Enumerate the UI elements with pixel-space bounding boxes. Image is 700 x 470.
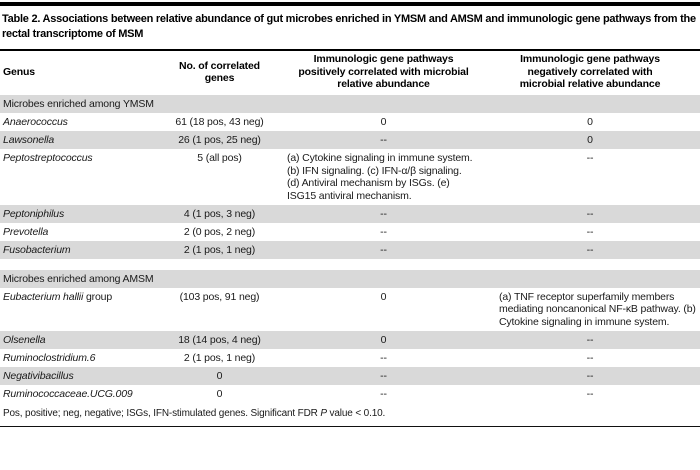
table-row: [0, 331, 700, 349]
negative-pathways-cell: --: [586, 351, 594, 364]
negative-pathways-cell: --: [586, 369, 594, 382]
genus-cell: [0, 131, 152, 149]
correlated-genes-cell: (103 pos, 91 neg): [179, 290, 260, 303]
positive-pathways-cell: 0: [380, 116, 387, 128]
table-title: Table 2. Associations between relative abundance of gut microbes enriched in YMSM and AMSM and immunologic gene pathways from the rectal transcriptome of MSM: [2, 13, 696, 40]
correlated-genes-cell: 2 (1 pos, 1 neg): [183, 351, 256, 364]
table-body: [0, 95, 700, 403]
table-row: [0, 288, 700, 331]
positive-pathways-cell: 0: [380, 333, 387, 346]
section-header-label: Microbes enriched among AMSM: [3, 272, 154, 285]
column-header-positive-pathways: [287, 53, 480, 91]
table-row: [0, 241, 700, 259]
genus-name: Prevotella: [3, 225, 49, 238]
genus-cell: [0, 367, 152, 385]
genus-name: Fusobacterium: [3, 243, 71, 256]
genus-name: Anaerococcus: [3, 116, 68, 128]
genus-cell: [0, 223, 152, 241]
column-header-genes-label: No. of correlated genes: [179, 59, 260, 84]
correlated-genes-cell: 0: [216, 369, 223, 382]
genus-name: Ruminococcaceae.UCG.009: [3, 387, 133, 400]
footnote-text: Pos, positive; neg, negative; ISGs, IFN-stimulated genes. Significant FDR: [3, 407, 321, 419]
table-row: [0, 385, 700, 403]
correlated-genes-cell: 61 (18 pos, 43 neg): [175, 116, 264, 128]
correlated-genes-cell: 4 (1 pos, 3 neg): [183, 207, 256, 220]
genus-cell: [0, 149, 152, 205]
positive-pathways-cell: (a) Cytokine signaling in immune system. (b) IFN signaling. (c) IFN-α/β signaling. (d) Antiviral mechanism by ISGs. (e) ISG15 antiviral mechanism.: [287, 152, 473, 202]
positive-pathways-cell: 0: [380, 290, 387, 303]
column-header-positive-pathways-label: Immunologic gene pathways positively correlated with microbial relative abundance: [298, 53, 469, 91]
column-header-negative-pathways: [480, 53, 700, 91]
positive-pathways-cell: --: [380, 207, 387, 220]
genus-name: Peptoniphilus: [3, 207, 65, 220]
column-header-row: [0, 51, 700, 93]
genus-cell: [0, 349, 152, 367]
positive-pathways-cell: --: [380, 369, 387, 382]
footnote-p-italic: P: [320, 407, 327, 419]
positive-pathways-cell: --: [380, 387, 387, 400]
genus-name: Negativibacillus: [3, 369, 74, 382]
genus-name: Eubacterium hallii: [3, 290, 84, 303]
genus-cell: [0, 241, 152, 259]
section-header-label: Microbes enriched among YMSM: [3, 98, 154, 110]
negative-pathways-cell: 0: [587, 116, 593, 128]
negative-pathways-cell: --: [586, 333, 594, 346]
genus-name: Olsenella: [3, 333, 46, 346]
section-header-row: [0, 270, 700, 288]
genus-name-suffix: group: [83, 290, 113, 303]
table-row: [0, 205, 700, 223]
table-row: [0, 349, 700, 367]
correlated-genes-cell: 2 (1 pos, 1 neg): [183, 243, 256, 256]
negative-pathways-cell: (a) TNF receptor superfamily members mediating noncanonical NF-κB pathway. (b) Cytokine signaling in immune system.: [499, 290, 696, 328]
table-row: [0, 223, 700, 241]
table-row: [0, 149, 700, 205]
positive-pathways-cell: --: [380, 243, 387, 256]
positive-pathways-cell: --: [380, 225, 387, 238]
genus-name: Ruminoclostridium.6: [3, 351, 96, 364]
negative-pathways-cell: --: [586, 207, 594, 220]
negative-pathways-cell: 0: [587, 134, 593, 146]
genus-cell: [0, 205, 152, 223]
table-title-block: [0, 6, 700, 51]
paper-table-figure: [0, 2, 700, 470]
correlated-genes-cell: 0: [216, 387, 223, 400]
table-row: [0, 131, 700, 149]
genus-cell: [0, 288, 152, 331]
genus-name: Lawsonella: [3, 134, 55, 146]
correlated-genes-cell: 26 (1 pos, 25 neg): [178, 134, 261, 146]
table-row: [0, 113, 700, 131]
section-header-row: [0, 95, 700, 113]
table-row: [0, 367, 700, 385]
footnote-text-end: value < 0.10.: [326, 407, 386, 419]
positive-pathways-cell: --: [380, 351, 387, 364]
negative-pathways-cell: --: [586, 243, 594, 256]
column-header-genes: [152, 60, 287, 85]
negative-pathways-cell: --: [586, 152, 594, 164]
correlated-genes-cell: 5 (all pos): [197, 152, 242, 164]
positive-pathways-cell: --: [380, 134, 387, 146]
correlated-genes-cell: 18 (14 pos, 4 neg): [178, 333, 261, 346]
genus-name: Peptostreptococcus: [3, 152, 93, 164]
section-spacer: [0, 259, 700, 270]
negative-pathways-cell: --: [586, 387, 594, 400]
column-header-negative-pathways-label: Immunologic gene pathways negatively correlated with microbial relative abundance: [519, 53, 661, 91]
genus-cell: [0, 385, 152, 403]
column-header-genus: Genus: [3, 65, 35, 78]
negative-pathways-cell: --: [586, 225, 594, 238]
correlated-genes-cell: 2 (0 pos, 2 neg): [183, 225, 256, 238]
genus-cell: [0, 331, 152, 349]
genus-cell: [0, 113, 152, 131]
table-footnote: [0, 403, 700, 427]
